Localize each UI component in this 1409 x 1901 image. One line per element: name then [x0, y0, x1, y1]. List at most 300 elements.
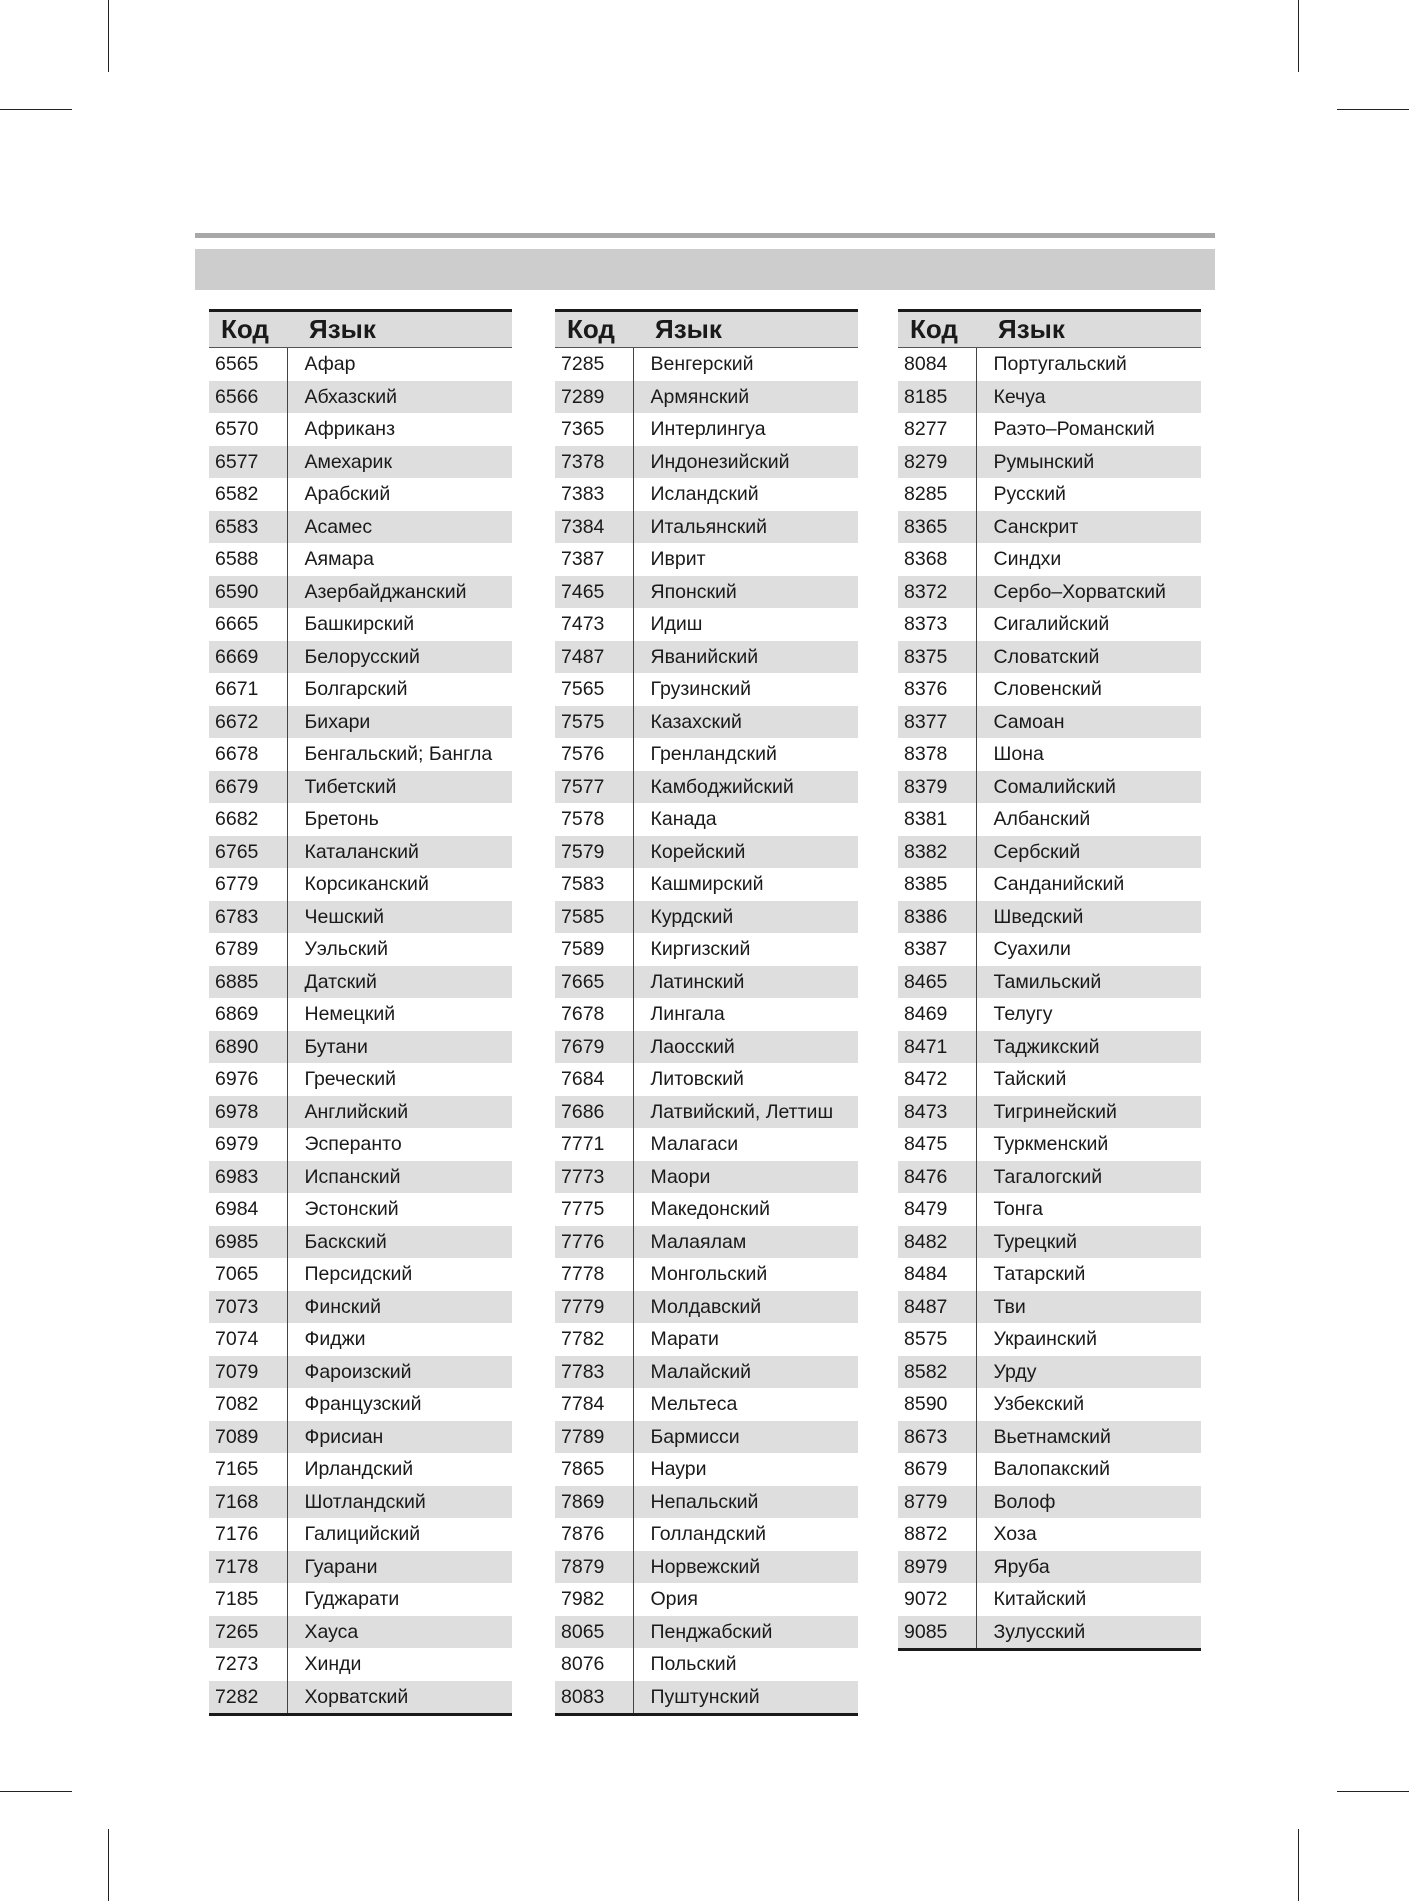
table-row: [209, 868, 512, 901]
language-name: Фрисиан: [287, 1421, 512, 1454]
table-row: [209, 673, 512, 706]
language-name: Гренландский: [650, 743, 777, 766]
language-name: Узбекский: [993, 1393, 1085, 1416]
language-code: 6566: [209, 381, 287, 414]
language-name: Китайский: [993, 1588, 1087, 1611]
language-name: Турецкий: [976, 1226, 1201, 1259]
language-code: 6979: [209, 1128, 287, 1161]
crop-mark: [1337, 1791, 1409, 1792]
table-row: [898, 901, 1201, 934]
language-code: 6985: [209, 1226, 287, 1259]
language-code: 7876: [555, 1518, 633, 1551]
language-code: 7776: [555, 1226, 633, 1259]
table-row: [898, 413, 1201, 446]
language-name: Санданийский: [993, 873, 1125, 896]
language-name: Молдавский: [633, 1291, 858, 1324]
crop-mark: [108, 0, 109, 72]
language-name: Таджикский: [976, 1031, 1201, 1064]
table-row: [209, 446, 512, 479]
language-code: 7073: [209, 1291, 287, 1324]
table-row: [555, 803, 858, 836]
language-code: 6590: [209, 576, 287, 609]
language-name: Самоан: [976, 706, 1201, 739]
language-name: Аямара: [304, 548, 375, 571]
language-code: 7789: [555, 1421, 633, 1454]
table-row: [555, 1616, 858, 1649]
language-code: 7074: [209, 1323, 287, 1356]
language-code: 7383: [555, 478, 633, 511]
table-row: [555, 1583, 858, 1616]
table-row: [209, 543, 512, 576]
language-name: Гуарани: [287, 1551, 512, 1584]
language-name: Тонга: [993, 1198, 1044, 1221]
language-code: 8185: [898, 381, 976, 414]
language-code: 8382: [898, 836, 976, 869]
language-code: 8673: [898, 1421, 976, 1454]
language-code: 7465: [555, 576, 633, 609]
language-code: 7686: [555, 1096, 633, 1129]
table-row: [898, 1226, 1201, 1259]
language-name: Армянский: [633, 381, 858, 414]
table-row: [555, 511, 858, 544]
language-code: 8484: [898, 1258, 976, 1291]
crop-mark: [108, 1829, 109, 1901]
language-name: Польский: [650, 1653, 737, 1676]
language-name: Албанский: [993, 808, 1091, 831]
table-row: [555, 1453, 858, 1486]
language-code: 8487: [898, 1291, 976, 1324]
table-row: [209, 1486, 512, 1519]
table-row: [898, 1453, 1201, 1486]
language-code: 7775: [555, 1193, 633, 1226]
table-row: [209, 706, 512, 739]
table-row: [898, 1388, 1201, 1421]
language-name: Канада: [650, 808, 717, 831]
language-code: 7879: [555, 1551, 633, 1584]
language-code: 7784: [555, 1388, 633, 1421]
language-name: Курдский: [633, 901, 858, 934]
table-row: [555, 1551, 858, 1584]
language-code: 7365: [555, 413, 633, 446]
language-code: 7585: [555, 901, 633, 934]
table-row: [209, 413, 512, 446]
language-code: 8084: [898, 348, 976, 381]
table-row: [555, 1128, 858, 1161]
language-code: 7982: [555, 1583, 633, 1616]
language-code: 6978: [209, 1096, 287, 1129]
language-code: 8375: [898, 641, 976, 674]
language-code: 8582: [898, 1356, 976, 1389]
language-code: 9085: [898, 1616, 976, 1650]
table-row: [898, 478, 1201, 511]
language-code: 7065: [209, 1258, 287, 1291]
language-name: Английский: [287, 1096, 512, 1129]
language-code: 7387: [555, 543, 633, 576]
table-row: [209, 1161, 512, 1194]
language-name: Французский: [304, 1393, 422, 1416]
language-code: 8575: [898, 1323, 976, 1356]
language-code: 7583: [555, 868, 633, 901]
language-name: Каталанский: [287, 836, 512, 869]
code-header: Код: [555, 311, 633, 348]
language-code: 6682: [209, 803, 287, 836]
language-name: Туркменский: [993, 1133, 1109, 1156]
language-name: Хорватский: [287, 1681, 512, 1715]
language-name: Персидский: [304, 1263, 413, 1286]
language-name: Мельтеса: [650, 1393, 738, 1416]
language-name: Монгольский: [650, 1263, 768, 1286]
language-name: Словенский: [993, 678, 1102, 701]
table-row: [555, 771, 858, 804]
language-name: Белорусский: [287, 641, 512, 674]
language-name: Афар: [304, 353, 356, 376]
table-row: [555, 1388, 858, 1421]
language-name: Грузинский: [650, 678, 752, 701]
language-name: Малаялам: [633, 1226, 858, 1259]
language-name: Корсиканский: [304, 873, 429, 896]
language-name: Раэто–Романский: [993, 418, 1155, 441]
language-code: 8472: [898, 1063, 976, 1096]
language-code: 7782: [555, 1323, 633, 1356]
language-code: 6885: [209, 966, 287, 999]
language-code: 8386: [898, 901, 976, 934]
language-code: 6679: [209, 771, 287, 804]
table-row: [209, 1388, 512, 1421]
language-name: Непальский: [633, 1486, 858, 1519]
language-code: 8373: [898, 608, 976, 641]
language-name: Болгарский: [304, 678, 408, 701]
table-row: [555, 1161, 858, 1194]
table-row: [209, 641, 512, 674]
table-row: [898, 576, 1201, 609]
language-name: Хинди: [304, 1653, 362, 1676]
code-header: Код: [898, 311, 976, 348]
table-row: [898, 803, 1201, 836]
language-code: 7185: [209, 1583, 287, 1616]
language-name: Японский: [633, 576, 858, 609]
language-code: 7285: [555, 348, 633, 381]
language-name: Тамильский: [976, 966, 1201, 999]
table-row: [898, 1063, 1201, 1096]
language-code: 6783: [209, 901, 287, 934]
language-name: Ирландский: [304, 1458, 414, 1481]
table-row: [555, 966, 858, 999]
language-name: Тагалогский: [976, 1161, 1201, 1194]
table-row: [555, 1356, 858, 1389]
table-row: [555, 1031, 858, 1064]
language-code: 8872: [898, 1518, 976, 1551]
table-row: [898, 1323, 1201, 1356]
language-code: 8479: [898, 1193, 976, 1226]
language-code: 6672: [209, 706, 287, 739]
crop-mark: [1298, 0, 1299, 72]
language-name: Бармисси: [633, 1421, 858, 1454]
language-code: 8385: [898, 868, 976, 901]
table-row: [209, 511, 512, 544]
language-name: Телугу: [993, 1003, 1053, 1026]
language-code: 7665: [555, 966, 633, 999]
language-name: Сербский: [976, 836, 1201, 869]
crop-mark: [1337, 109, 1409, 110]
header-band: [195, 249, 1215, 290]
table-row: [898, 1258, 1201, 1291]
language-name: Уэльский: [304, 938, 389, 961]
crop-mark: [0, 1791, 72, 1792]
table-row: [898, 933, 1201, 966]
table-row: [555, 543, 858, 576]
table-row: [209, 1128, 512, 1161]
table-row: [898, 771, 1201, 804]
table-row: [555, 1648, 858, 1681]
table-row: [209, 1031, 512, 1064]
language-code: 7771: [555, 1128, 633, 1161]
language-name: Азербайджанский: [287, 576, 512, 609]
language-name: Шведский: [976, 901, 1201, 934]
language-code: 8379: [898, 771, 976, 804]
table-row: [209, 478, 512, 511]
language-code: 7679: [555, 1031, 633, 1064]
language-name: Татарский: [993, 1263, 1086, 1286]
header-rule: [195, 233, 1215, 238]
language-name: Венгерский: [650, 353, 754, 376]
table-row: [898, 836, 1201, 869]
language-code: 7578: [555, 803, 633, 836]
language-code: 6665: [209, 608, 287, 641]
language-code: 8476: [898, 1161, 976, 1194]
language-code: 6577: [209, 446, 287, 479]
table-row: [209, 933, 512, 966]
table-row: [209, 1453, 512, 1486]
table-row: [555, 478, 858, 511]
language-code: 7178: [209, 1551, 287, 1584]
language-name: Идиш: [650, 613, 703, 636]
language-name: Тайский: [993, 1068, 1067, 1091]
language-name: Вьетнамский: [976, 1421, 1201, 1454]
table-row: [555, 348, 858, 381]
table-row: [555, 738, 858, 771]
language-code: 8277: [898, 413, 976, 446]
language-name: Малайский: [633, 1356, 858, 1389]
language-code: 8979: [898, 1551, 976, 1584]
table-row: [898, 446, 1201, 479]
language-code: 7783: [555, 1356, 633, 1389]
language-code: 8076: [555, 1648, 633, 1681]
table-row: [898, 348, 1201, 381]
language-name: Итальянский: [633, 511, 858, 544]
language-code-table-2: [555, 309, 858, 1716]
language-name: Чешский: [287, 901, 512, 934]
language-name: Литовский: [650, 1068, 744, 1091]
table-row: [898, 998, 1201, 1031]
language-name: Иврит: [650, 548, 706, 571]
language-code: 7378: [555, 446, 633, 479]
table-row: [555, 901, 858, 934]
language-name: Норвежский: [633, 1551, 858, 1584]
language-name: Эстонский: [304, 1198, 399, 1221]
language-code: 6789: [209, 933, 287, 966]
language-code: 6765: [209, 836, 287, 869]
table-row: [898, 1161, 1201, 1194]
table-row: [209, 1193, 512, 1226]
table-row: [898, 1031, 1201, 1064]
language-name: Бенгальский; Бангла: [304, 743, 493, 766]
language-code: 8590: [898, 1388, 976, 1421]
language-name: Македонский: [650, 1198, 771, 1221]
language-code: 8679: [898, 1453, 976, 1486]
table-row: [898, 608, 1201, 641]
language-name: Наури: [650, 1458, 707, 1481]
language-name: Испанский: [287, 1161, 512, 1194]
language-name: Камбоджийский: [633, 771, 858, 804]
language-name: Кечуа: [976, 381, 1201, 414]
language-code: 8473: [898, 1096, 976, 1129]
table-row: [555, 1681, 858, 1715]
language-name: Пуштунский: [633, 1681, 858, 1715]
language-name: Русский: [993, 483, 1066, 506]
table-row: [898, 673, 1201, 706]
language-name: Волоф: [976, 1486, 1201, 1519]
table-row: [898, 1193, 1201, 1226]
language-name: Бутани: [287, 1031, 512, 1064]
table-row: [898, 641, 1201, 674]
language-name: Фароизский: [287, 1356, 512, 1389]
language-header: Язык: [287, 311, 512, 348]
language-name: Африканз: [304, 418, 396, 441]
language-name: Голландский: [650, 1523, 766, 1546]
language-name: Тигринейский: [976, 1096, 1201, 1129]
language-code: 7678: [555, 998, 633, 1031]
language-name: Украинский: [993, 1328, 1097, 1351]
table-row: [209, 1258, 512, 1291]
language-name: Интерлингуа: [650, 418, 766, 441]
language-name: Синдхи: [993, 548, 1062, 571]
language-code: 8377: [898, 706, 976, 739]
language-name: Хоза: [993, 1523, 1037, 1546]
language-code: 7865: [555, 1453, 633, 1486]
language-name: Тибетский: [287, 771, 512, 804]
language-code: 6671: [209, 673, 287, 706]
language-code: 8779: [898, 1486, 976, 1519]
language-code: 6983: [209, 1161, 287, 1194]
language-code: 8471: [898, 1031, 976, 1064]
language-name: Пенджабский: [633, 1616, 858, 1649]
table-row: [209, 1226, 512, 1259]
table-row: [209, 901, 512, 934]
table-row: [898, 1551, 1201, 1584]
table-row: [209, 1681, 512, 1715]
table-row: [209, 1616, 512, 1649]
table-row: [209, 1291, 512, 1324]
language-code: 6582: [209, 478, 287, 511]
table-row: [209, 836, 512, 869]
language-code: 8365: [898, 511, 976, 544]
table-row: [209, 1096, 512, 1129]
language-code: 7079: [209, 1356, 287, 1389]
table-row: [555, 446, 858, 479]
language-name: Яванийский: [633, 641, 858, 674]
language-name: Шона: [993, 743, 1044, 766]
language-code: 8482: [898, 1226, 976, 1259]
crop-mark: [1298, 1829, 1299, 1901]
language-code: 7773: [555, 1161, 633, 1194]
table-row: [209, 381, 512, 414]
language-name: Суахили: [993, 938, 1071, 961]
language-name: Лингала: [650, 1003, 725, 1026]
language-code: 7579: [555, 836, 633, 869]
language-code: 8285: [898, 478, 976, 511]
language-name: Латинский: [633, 966, 858, 999]
language-code: 8381: [898, 803, 976, 836]
table-row: [555, 673, 858, 706]
table-row: [209, 738, 512, 771]
language-code: 6570: [209, 413, 287, 446]
language-code: 7082: [209, 1388, 287, 1421]
table-row: [209, 1583, 512, 1616]
language-name: Марати: [650, 1328, 719, 1351]
language-name: Финский: [287, 1291, 512, 1324]
table-row: [898, 706, 1201, 739]
language-name: Бихари: [287, 706, 512, 739]
table-row: [209, 803, 512, 836]
language-code: 8372: [898, 576, 976, 609]
language-name: Корейский: [633, 836, 858, 869]
language-code: 6890: [209, 1031, 287, 1064]
language-code: 7577: [555, 771, 633, 804]
table-row: [555, 1323, 858, 1356]
language-name: Бретонь: [304, 808, 379, 831]
table-row: [555, 413, 858, 446]
table-row: [209, 1421, 512, 1454]
language-name: Киргизский: [650, 938, 751, 961]
language-name: Исландский: [650, 483, 759, 506]
language-name: Малагаси: [650, 1133, 739, 1156]
language-code: 7282: [209, 1681, 287, 1715]
language-code: 8475: [898, 1128, 976, 1161]
language-code: 7778: [555, 1258, 633, 1291]
language-code: 6976: [209, 1063, 287, 1096]
table-row: [209, 348, 512, 381]
language-name: Баскский: [287, 1226, 512, 1259]
table-row: [555, 1063, 858, 1096]
language-code: 8279: [898, 446, 976, 479]
table-row: [555, 576, 858, 609]
table-row: [898, 1291, 1201, 1324]
table-row: [555, 868, 858, 901]
code-header: Код: [209, 311, 287, 348]
language-name: Тви: [976, 1291, 1201, 1324]
table-row: [898, 1356, 1201, 1389]
language-code: 8065: [555, 1616, 633, 1649]
language-name: Кашмирский: [650, 873, 764, 896]
language-code: 7176: [209, 1518, 287, 1551]
language-name: Зулусский: [976, 1616, 1201, 1650]
language-name: Яруба: [976, 1551, 1201, 1584]
language-name: Башкирский: [304, 613, 415, 636]
language-name: Маори: [633, 1161, 858, 1194]
language-name: Латвийский, Леттиш: [633, 1096, 858, 1129]
language-code: 7168: [209, 1486, 287, 1519]
table-row: [898, 1583, 1201, 1616]
table-row: [898, 381, 1201, 414]
language-name: Эсперанто: [304, 1133, 402, 1156]
language-name: Валопакский: [993, 1458, 1111, 1481]
language-code: 7589: [555, 933, 633, 966]
language-name: Амехарик: [287, 446, 512, 479]
table-row: [898, 868, 1201, 901]
table-row: [209, 966, 512, 999]
table-row: [209, 1648, 512, 1681]
language-name: Ория: [650, 1588, 698, 1611]
